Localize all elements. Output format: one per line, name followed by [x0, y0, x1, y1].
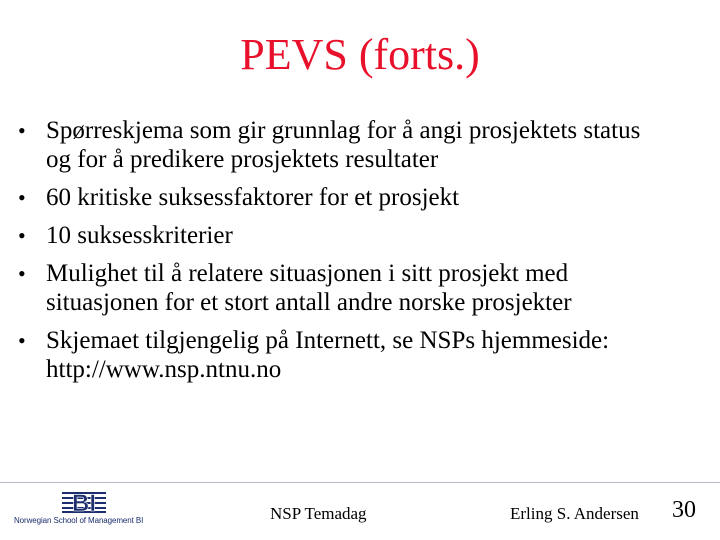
school-logo — [14, 490, 144, 530]
bullet-text-line: 10 suksesskriterier — [46, 222, 233, 249]
bullet-list — [18, 116, 718, 393]
bullet-text-line: situasjonen for et stort antall andre norske prosjekter — [46, 289, 572, 316]
slide-title: PEVS (forts.) — [240, 30, 480, 79]
bullet-marker: • — [18, 328, 26, 353]
bullet-marker: • — [18, 118, 26, 143]
bullet-link-text: http://www.nsp.ntnu.no — [46, 356, 282, 383]
bullet-marker: • — [18, 223, 26, 248]
bullet-marker: • — [18, 185, 26, 210]
bullet-text-line: Spørreskjema som gir grunnlag for å angi prosjektets status — [46, 117, 641, 144]
bi-logo-mark — [62, 490, 106, 514]
footer-author: Erling S. Andersen — [510, 504, 639, 523]
bullet-item — [18, 183, 718, 212]
bullet-text-line: 60 kritiske suksessfaktorer for et prosjekt — [46, 184, 460, 211]
bullet-text-line: og for å predikere prosjektets resultater — [46, 146, 439, 173]
bullet-text-line: Mulighet til å relatere situasjonen i sitt prosjekt med — [46, 260, 569, 287]
bullet-item — [18, 116, 718, 174]
bullet-text-line: Skjemaet tilgjengelig på Internett, se NSPs hjemmeside: — [46, 327, 610, 354]
bullet-item — [18, 326, 718, 384]
bullet-item — [18, 221, 718, 250]
logo-school-name: Norwegian School of Management BI — [14, 516, 144, 525]
bullet-item — [18, 259, 718, 317]
footer-event: NSP Temadag — [270, 504, 367, 523]
bullet-marker: • — [18, 261, 26, 286]
bi-logo-letters: BI — [72, 490, 96, 514]
footer-divider — [0, 482, 720, 483]
page-number: 30 — [672, 497, 696, 523]
